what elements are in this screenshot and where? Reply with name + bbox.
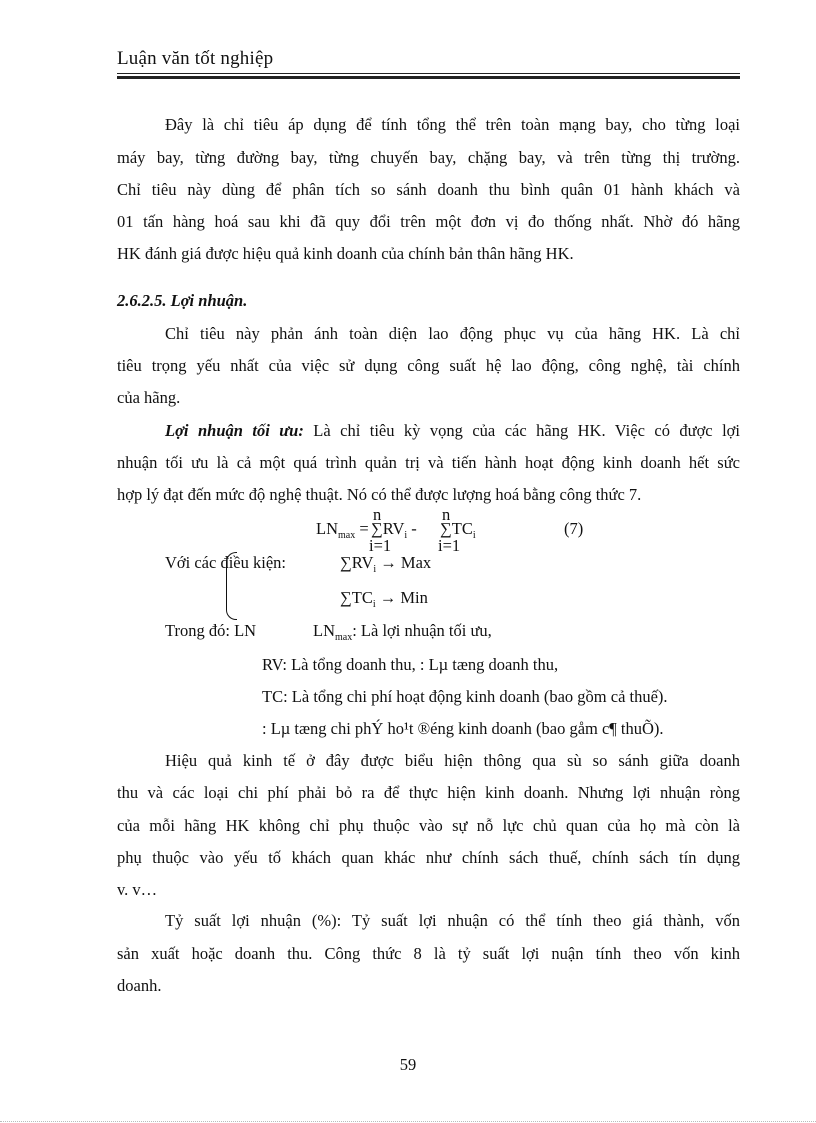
para3-line-3: hợp lý đạt đến mức độ nghệ thuật. Nó có thể được lượng hoá bằng công thức 7. xyxy=(117,485,642,504)
definition-garbled: : Lµ tæng chi phÝ ho¹t ®éng kinh doanh (bao gåm c¶ thuÕ). xyxy=(262,719,664,738)
section-heading: 2.6.2.5. Lợi nhuận. xyxy=(117,291,248,310)
sigma-tc: $\sum TC_i$ xyxy=(440,519,476,541)
formula-number: (7) xyxy=(564,519,584,538)
optimal-profit-term: Lợi nhuận tối ưu: xyxy=(165,421,304,440)
para1-line-1: Đây là chỉ tiêu áp dụng để tính tổng thể trên toàn mạng bay, cho từng loại xyxy=(165,115,740,134)
para1-line-3: Chỉ tiêu này dùng để phân tích so sánh doanh thu bình quân 01 hành khách và xyxy=(117,180,740,199)
left-brace xyxy=(226,552,237,620)
para1-line-2: máy bay, từng đường bay, từng chuyến bay, chặng bay, và trên từng thị trường. xyxy=(117,148,740,167)
para2-line-2: tiêu trọng yếu nhất của việc sử dụng công suất hệ lao động, công nghệ, tài chính xyxy=(117,356,740,375)
para4-line-1: Hiệu quả kinh tế ở đây được biểu hiện thông qua sù so sánh giữa doanh xyxy=(165,751,740,770)
para4-line-4: phụ thuộc vào yếu tố khách quan khác như chính sách thuế, chính sách tín dụng xyxy=(117,848,740,867)
para4-line-2: thu và các loại chi phí phải bỏ ra để thực hiện kinh doanh. Nhưng lợi nhuận ròng xyxy=(117,783,740,802)
header-rule-thick xyxy=(117,76,740,79)
para1-line-4: 01 tấn hàng hoá sau khi đã quy đổi trên một đơn vị đo thống nhất. Nhờ đó hãng xyxy=(117,212,740,231)
para5-line-2: sản xuất hoặc doanh thu. Công thức 8 là tỷ suất lợi nuận tính theo vốn kinh xyxy=(117,944,740,963)
sum-lower-2: i=1 xyxy=(438,536,461,555)
para2-line-1: Chỉ tiêu này phản ánh toàn diện lao động phục vụ của hãng HK. Là chỉ xyxy=(165,324,740,343)
conditions-label: Với các điều kiện: xyxy=(165,553,286,572)
definition-rv: RV: Là tổng doanh thu, : Lµ tæng doanh thu, xyxy=(262,655,559,674)
sum-upper-2: n xyxy=(442,505,451,524)
para3-line-1: Lợi nhuận tối ưu: Là chỉ tiêu kỳ vọng của các hãng HK. Việc có được lợi xyxy=(165,421,740,440)
condition-rv-max: $\sum RV_i$ → Max xyxy=(340,553,432,575)
sum-upper-1: n xyxy=(373,505,382,524)
para3-line-2: nhuận tối ưu là cả một quá trình quản trị và tiến hành hoạt động kinh doanh hết sức xyxy=(117,453,740,472)
running-header: Luận văn tốt nghiệp xyxy=(117,48,274,69)
para4-line-3: của mỗi hãng HK không chỉ phụ thuộc vào sự nỗ lực chủ quan của họ mà còn là xyxy=(117,816,740,835)
header-rule-thin xyxy=(117,73,740,74)
page-number: 59 xyxy=(399,1055,417,1074)
para1-line-5: HK đánh giá được hiệu quả kinh doanh của chính bản thân hãng HK. xyxy=(117,244,574,263)
definition-ln: $LN_{max}$: Là lợi nhuận tối ưu, xyxy=(313,621,492,643)
para4-line-5: v. v… xyxy=(117,880,158,899)
para5-line-3: doanh. xyxy=(117,976,162,995)
sigma-rv: $\sum RV_i$ - xyxy=(371,519,417,541)
sum-lower-1: i=1 xyxy=(369,536,392,555)
condition-tc-min: $\sum TC_i$ → Min xyxy=(340,588,428,610)
para5-line-1: Tỷ suất lợi nhuận (%): Tỷ suất lợi nhuận có thể tính theo giá thành, vốn xyxy=(165,911,740,930)
definitions-intro: Trong đó: LN xyxy=(165,621,257,640)
para2-line-3: của hãng. xyxy=(117,388,181,407)
definition-tc: TC: Là tổng chi phí hoạt động kinh doanh (bao gồm cả thuế). xyxy=(262,687,668,706)
page-bottom-border xyxy=(0,1121,816,1122)
